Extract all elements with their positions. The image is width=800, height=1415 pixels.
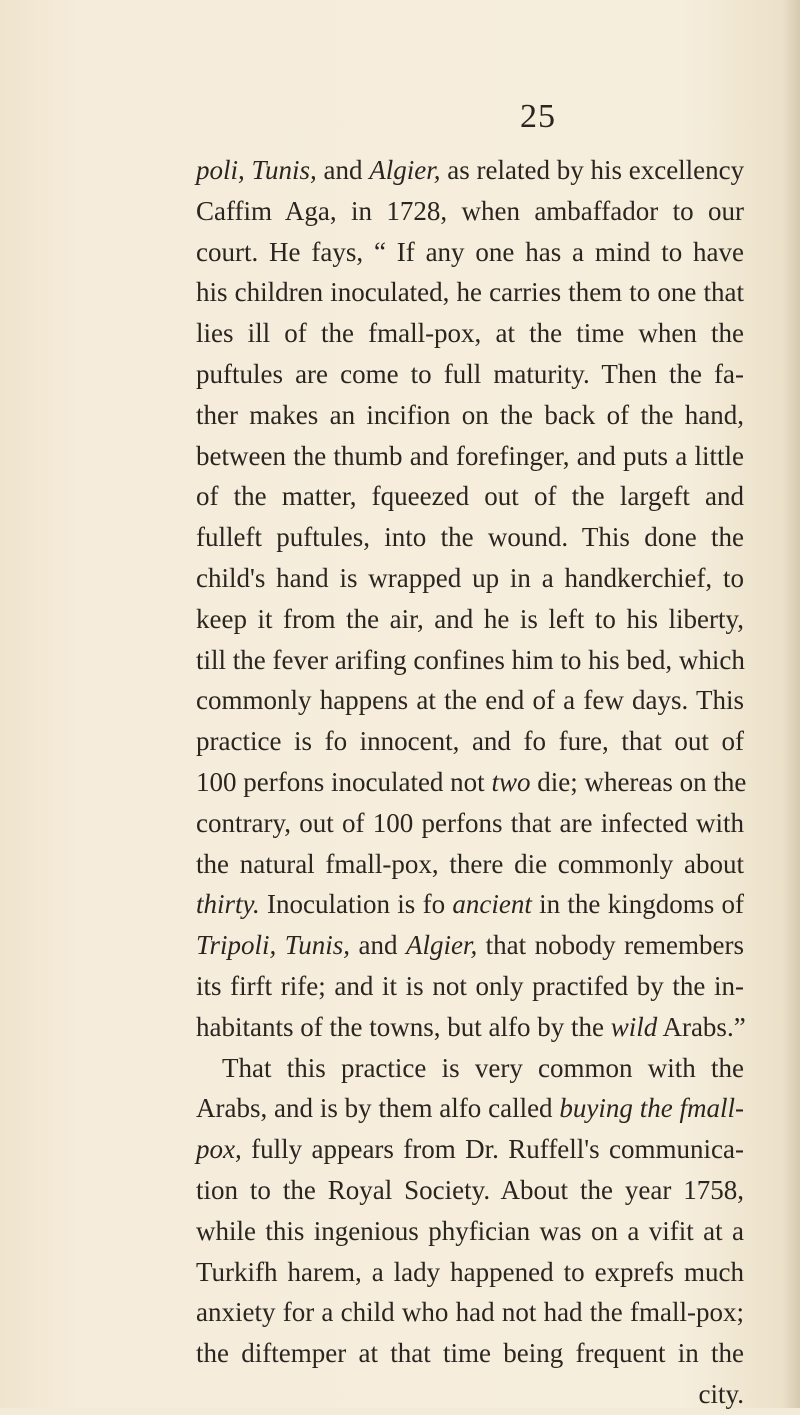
text-segment: 100 perfons inoculated not xyxy=(196,766,492,797)
text-line xyxy=(196,476,744,517)
text-segment: and xyxy=(316,155,370,185)
text-line xyxy=(196,354,744,395)
text-line xyxy=(196,680,744,721)
text-line xyxy=(196,191,744,232)
text-line xyxy=(196,1048,744,1089)
text-segment: Turkifh harem, a lady happened to exprefs much xyxy=(196,1256,744,1287)
text-line xyxy=(196,517,744,558)
text-line xyxy=(196,884,744,925)
text-line xyxy=(196,762,747,803)
text-segment: and xyxy=(350,930,406,961)
text-line xyxy=(196,558,744,599)
text-segment: keep it from the air, and he is left to his liberty, xyxy=(196,603,744,634)
text-segment: in the kingdoms of xyxy=(531,889,744,920)
text-segment: anxiety for a child who had not had the fmall-pox; xyxy=(196,1297,744,1328)
text-segment: practice is fo innocent, and fo fure, that out of xyxy=(196,726,744,757)
text-segment: commonly happens at the end of a few days. This xyxy=(196,685,744,716)
text-segment: Inoculation is fo xyxy=(259,889,453,920)
text-segment: fully appears from Dr. Ruffell's communica- xyxy=(241,1134,744,1165)
text-segment: habitants of the towns, but alfo by the xyxy=(196,1011,611,1042)
text-line xyxy=(196,1088,744,1129)
text-segment: lies ill of the fmall-pox, at the time when the xyxy=(196,318,744,349)
text-segment: child's hand is wrapped up in a handkerchief, to xyxy=(196,562,744,593)
text-line xyxy=(196,232,744,273)
body-text xyxy=(196,150,747,1415)
text-segment: between the thumb and forefinger, and puts a little xyxy=(196,440,744,471)
text-segment: tion to the Royal Society. About the year 1758, xyxy=(196,1174,744,1205)
text-segment: ancient xyxy=(452,889,532,920)
page-number: 25 xyxy=(520,98,556,135)
text-line xyxy=(196,640,744,681)
text-segment: poli, Tunis, xyxy=(196,155,317,185)
text-segment: contrary, out of 100 perfons that are infected with xyxy=(196,807,744,838)
text-segment: city. xyxy=(698,1378,744,1409)
text-line xyxy=(196,721,744,762)
text-line xyxy=(196,395,744,436)
text-segment: the natural fmall-pox, there die commonly about xyxy=(196,848,744,879)
text-segment: die; whereas on the xyxy=(530,766,747,797)
text-line xyxy=(196,803,744,844)
text-segment: the diftemper at that time being frequent in the xyxy=(196,1338,744,1369)
text-line xyxy=(196,150,744,191)
text-line xyxy=(196,966,744,1007)
text-segment: thirty. xyxy=(196,889,260,920)
text-line xyxy=(196,599,744,640)
text-segment: of the matter, fqueezed out of the largeft and xyxy=(196,481,744,512)
text-line xyxy=(196,1333,744,1374)
text-segment: court. He fays, “ If any one has a mind to have xyxy=(196,236,744,267)
page-edge-shadow xyxy=(782,0,800,1408)
text-segment: buying the fmall- xyxy=(559,1093,744,1124)
text-line xyxy=(196,925,744,966)
text-line xyxy=(196,1211,744,1252)
text-segment: Arabs.” xyxy=(657,1011,746,1042)
text-segment: his children inoculated, he carries them to one that xyxy=(196,277,744,308)
text-line xyxy=(196,844,744,885)
text-line xyxy=(196,1170,744,1211)
text-segment: fulleft puftules, into the wound. This done the xyxy=(196,522,744,553)
text-segment: Tripoli, Tunis, xyxy=(196,930,351,961)
text-line xyxy=(196,313,744,354)
text-segment: pox, xyxy=(196,1134,242,1165)
text-segment: two xyxy=(491,766,531,797)
text-line xyxy=(196,272,744,313)
text-segment: ther makes an incifion on the back of the hand, xyxy=(196,399,744,430)
text-line xyxy=(196,1374,744,1415)
text-segment: that nobody remembers xyxy=(477,930,745,961)
text-segment: puftules are come to full maturity. Then the fa- xyxy=(196,358,744,389)
text-segment: Arabs, and is by them alfo called xyxy=(196,1093,560,1124)
text-line xyxy=(196,1007,744,1048)
text-line xyxy=(196,1292,744,1333)
text-segment: its firft rife; and it is not only practifed by the in- xyxy=(196,970,744,1001)
text-segment: Caffim Aga, in 1728, when ambaffador to our xyxy=(196,195,744,226)
text-segment: That this practice is very common with the xyxy=(222,1052,744,1083)
text-line xyxy=(196,436,744,477)
text-segment: Algier, xyxy=(369,155,441,185)
text-segment: while this ingenious phyfician was on a vifit at a xyxy=(196,1215,744,1246)
text-segment: as related by his excellency xyxy=(440,155,745,185)
text-segment: till the fever arifing confines him to his bed, which xyxy=(196,644,745,675)
text-segment: wild xyxy=(610,1011,658,1042)
text-line xyxy=(196,1252,744,1293)
text-line xyxy=(196,1129,744,1170)
text-segment: Algier, xyxy=(405,930,478,961)
